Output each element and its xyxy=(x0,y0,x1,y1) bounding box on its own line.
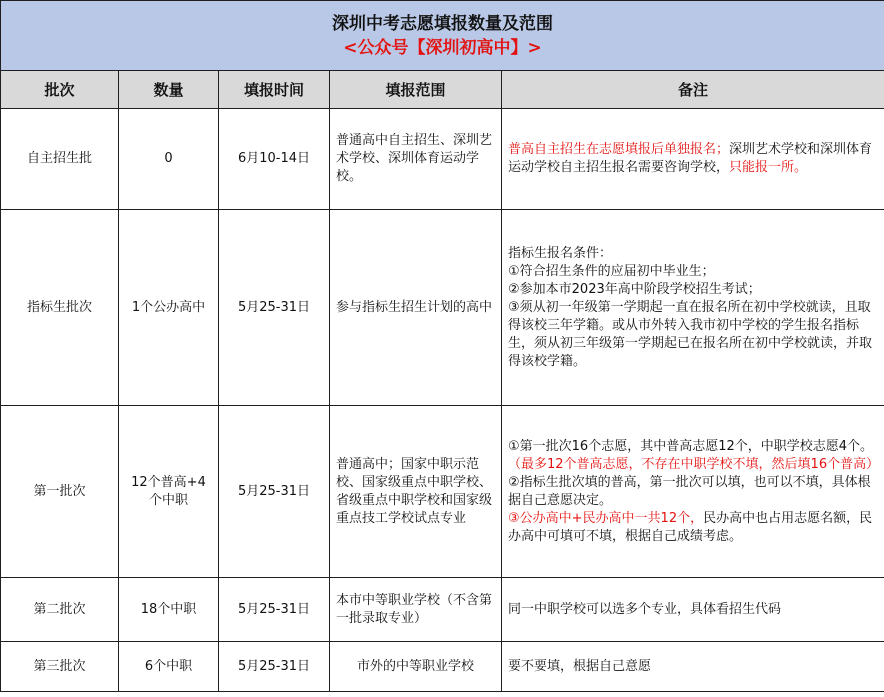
note-red-text: ③公办高中+民办高中一共12个， xyxy=(508,510,704,526)
note-text: ①第一批次16个志愿，其中普高志愿12个，中职学校志愿4个。 xyxy=(508,438,874,454)
time-cell: 5月25-31日 xyxy=(219,210,330,406)
note-line: 指标生报名条件： xyxy=(508,245,613,261)
note-cell xyxy=(502,210,884,406)
note-line: ②参加本市2023年高中阶段学校招生考试； xyxy=(508,281,761,297)
page-subtitle: <公众号【深圳初高中】> xyxy=(343,37,542,58)
note-cell xyxy=(502,406,884,578)
table-row xyxy=(1,210,884,406)
note-cell: 要不要填，根据自己意愿 xyxy=(502,642,884,692)
table-row xyxy=(1,109,884,210)
batch-cell: 指标生批次 xyxy=(1,210,119,406)
note-text: 深圳艺术学校和深圳体育运动学校自主招生报名需要咨询学校， xyxy=(508,142,873,175)
page-title: 深圳中考志愿填报数量及范围 xyxy=(332,13,554,34)
note-red-text: 普高自主招生在志愿填报后单独报名； xyxy=(508,142,730,157)
count-cell: 0 xyxy=(119,109,219,210)
batch-cell: 第二批次 xyxy=(1,578,119,642)
note-line: ③须从初一年级第一学期起一直在报名所在初中学校就读，且取得该校三年学籍。或从市外转入我市初中学校的学生报名指标生，须从初三年级第一学期起已在报名所在初中学校就读，并取得该校学籍。 xyxy=(508,299,873,369)
time-cell: 5月25-31日 xyxy=(219,642,330,692)
count-cell: 1个公办高中 xyxy=(119,210,219,406)
time-cell: 5月25-31日 xyxy=(219,578,330,642)
note-cell xyxy=(502,109,884,210)
table-row xyxy=(1,642,884,692)
header-count: 数量 xyxy=(119,71,219,109)
table-row xyxy=(1,406,884,578)
scope-cell: 本市中等职业学校（不含第一批录取专业） xyxy=(330,578,502,642)
scope-cell: 普通高中自主招生、深圳艺术学校、深圳体育运动学校。 xyxy=(330,109,502,210)
batch-cell: 第三批次 xyxy=(1,642,119,692)
header-row xyxy=(1,71,884,109)
note-red-text: （最多12个普高志愿，不存在中职学校不填，然后填16个普高） xyxy=(508,456,880,472)
time-cell: 5月25-31日 xyxy=(219,406,330,578)
header-scope: 填报范围 xyxy=(330,71,502,109)
count-cell: 6个中职 xyxy=(119,642,219,692)
batch-cell: 第一批次 xyxy=(1,406,119,578)
header-note: 备注 xyxy=(502,71,884,109)
title-cell xyxy=(1,1,884,71)
count-cell: 18个中职 xyxy=(119,578,219,642)
scope-cell: 市外的中等职业学校 xyxy=(330,642,502,692)
time-cell: 6月10-14日 xyxy=(219,109,330,210)
header-batch: 批次 xyxy=(1,71,119,109)
note-line: ①符合招生条件的应届初中毕业生； xyxy=(508,263,715,279)
count-cell: 12个普高+4个中职 xyxy=(119,406,219,578)
scope-cell: 参与指标生招生计划的高中 xyxy=(330,210,502,406)
scope-cell: 普通高中；国家中职示范校、国家级重点中职学校、省级重点中职学校和国家级重点技工学校试点专业 xyxy=(330,406,502,578)
note-cell: 同一中职学校可以选多个专业，具体看招生代码 xyxy=(502,578,884,642)
note-text: 民办高中也占用志愿名额，民办高中可填可不填，根据自己成绩考虑。 xyxy=(508,510,873,544)
header-time: 填报时间 xyxy=(219,71,330,109)
note-line: ②指标生批次填的普高，第一批次可以填，也可以不填，具体根据自己意愿决定。 xyxy=(508,474,871,508)
table-row xyxy=(1,578,884,642)
note-red-text: 只能报一所。 xyxy=(729,160,808,175)
batch-cell: 自主招生批 xyxy=(1,109,119,210)
